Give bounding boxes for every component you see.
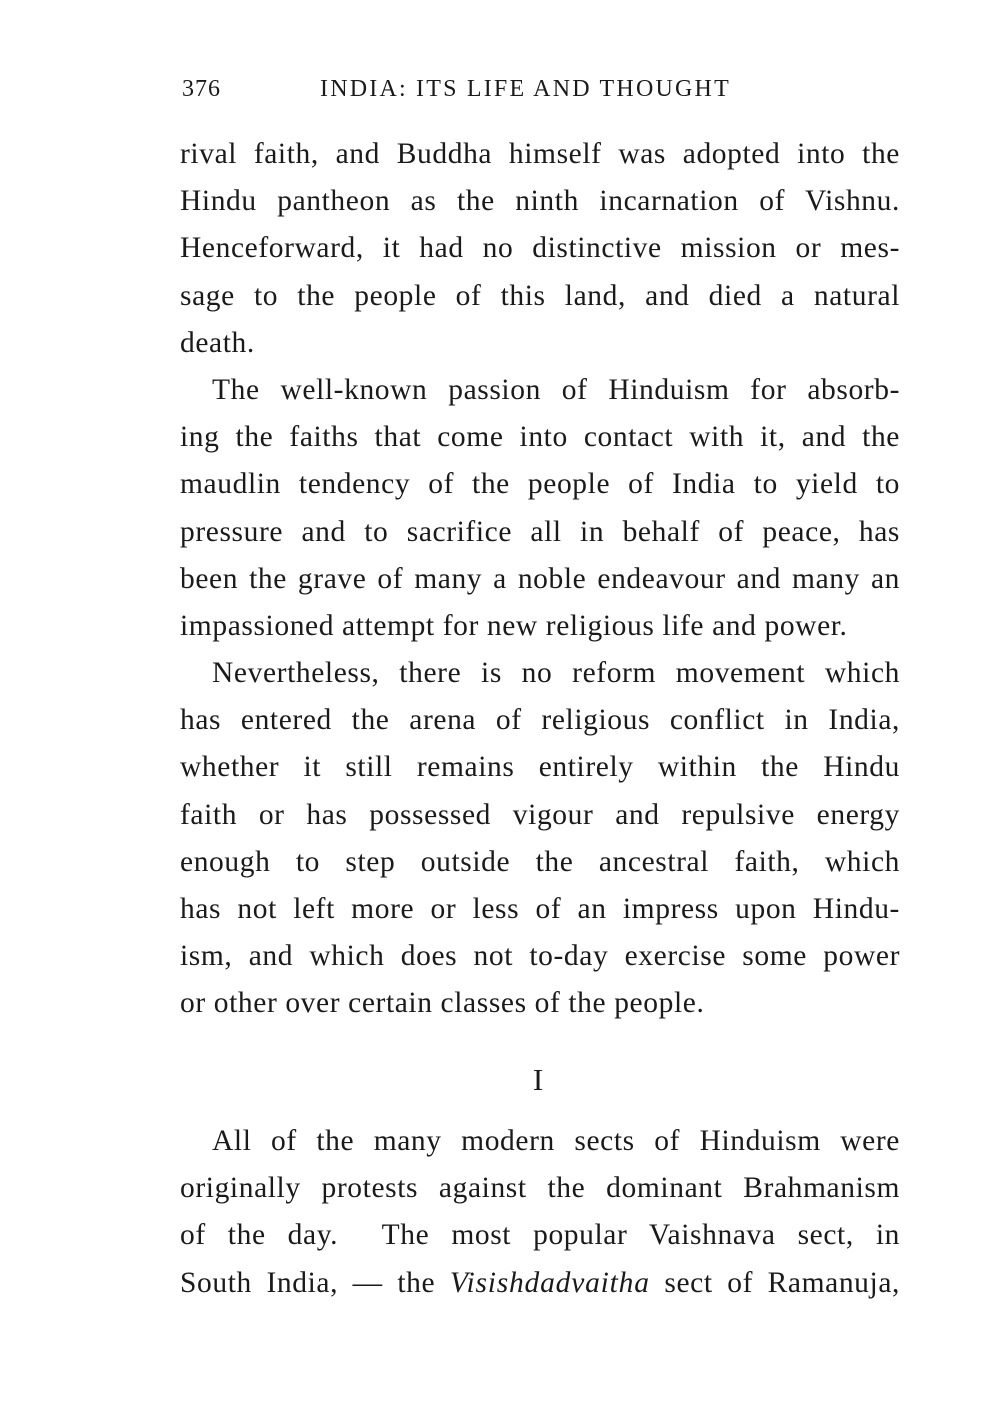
text-line: All of the many modern sects of Hinduism were — [212, 1125, 900, 1157]
text-line: enough to step outside the ancestral faith, which — [180, 845, 900, 878]
text-line: faith or has possessed vigour and repulsive energy — [180, 798, 900, 831]
text-line: maudlin tendency of the people of India to yield to — [180, 468, 900, 501]
italic-term: Visishdadvaitha — [449, 1266, 650, 1299]
text-line: death. — [180, 326, 255, 359]
text-line: Nevertheless, there is no reform movement which — [212, 657, 900, 689]
text-line: of the day. The most popular Vaishnava sect, in — [180, 1219, 900, 1252]
text-line: The well-known passion of Hinduism for absorb- — [212, 374, 900, 406]
text-line: rival faith, and Buddha himself was adopted into the — [180, 138, 900, 170]
section-heading: I — [532, 1062, 544, 1097]
text-line: has entered the arena of religious conflict in India, — [180, 704, 900, 737]
text-line: pressure and to sacrifice all in behalf of peace, has — [180, 515, 900, 548]
page-number: 376 — [182, 76, 221, 102]
text-line: Hindu pantheon as the ninth incarnation of Vishnu. — [180, 185, 900, 218]
paragraph-1 — [180, 131, 900, 367]
text-line: impassioned attempt for new religious life and power. — [180, 609, 848, 642]
text-line: Henceforward, it had no distinctive mission or mes- — [180, 232, 900, 265]
text-line: has not left more or less of an impress upon Hindu- — [180, 892, 900, 925]
running-title: INDIA: ITS LIFE AND THOUGHT — [320, 76, 731, 102]
text-line: or other over certain classes of the people. — [180, 987, 705, 1020]
text-line: been the grave of many a noble endeavour and many an — [180, 562, 900, 595]
text-line: originally protests against the dominant Brahmanism — [180, 1172, 900, 1205]
paragraph-3 — [180, 650, 900, 1028]
text-line: ism, and which does not to-day exercise some power — [180, 940, 900, 973]
text-line-with-italic — [180, 1260, 900, 1307]
running-head — [182, 72, 902, 108]
text-line: sage to the people of this land, and died a natural — [180, 279, 900, 312]
paragraph-2 — [180, 367, 900, 650]
line-text-after: sect of Ramanuja, — [649, 1266, 900, 1299]
text-line: ing the faiths that come into contact with it, and the — [180, 421, 900, 454]
text-line: whether it still remains entirely within the Hindu — [180, 751, 900, 784]
line-text-before: South India, — the — [180, 1266, 450, 1299]
paragraph-4 — [180, 1118, 900, 1307]
